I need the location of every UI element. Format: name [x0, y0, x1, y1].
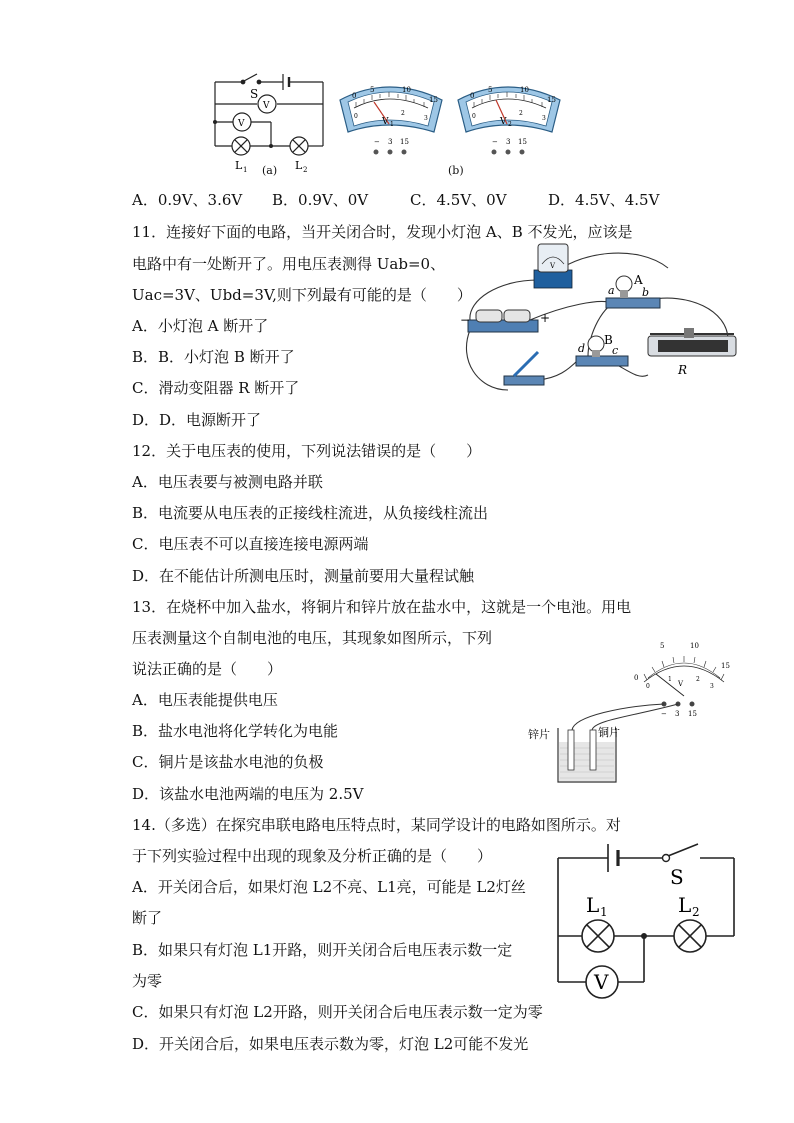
q11-lamp-a	[606, 273, 660, 308]
svg-text:3: 3	[424, 115, 428, 122]
svg-text:5: 5	[488, 86, 493, 94]
q11-minus: −	[460, 313, 471, 327]
q11-point-a: a	[608, 284, 615, 297]
q11-lamp-a-label: A	[634, 273, 643, 287]
fig-a-l2-sub: 2	[303, 166, 308, 174]
svg-text:5: 5	[370, 86, 375, 94]
q14-option-d[interactable]: D．开关闭合后，如果电压表示数为零，灯泡 L2可能不发光	[132, 1035, 529, 1053]
q13-stem-line1: 13．在烧杯中加入盐水，将铜片和锌片放在盐水中，这就是一个电池。用电	[132, 598, 632, 616]
q11-point-c: c	[612, 344, 619, 357]
q11-point-d: d	[578, 342, 586, 355]
q13-scale-15: 15	[721, 662, 730, 670]
q10-option-d[interactable]: D．4.5V、4.5V	[548, 191, 660, 209]
svg-text:V: V	[382, 117, 389, 127]
figure-b-voltmeters	[334, 80, 570, 162]
q11-stem-line2: 电路中有一处断开了。用电压表测得 Uab=0、	[132, 255, 446, 273]
q11-circuit-figure	[458, 240, 750, 400]
q11-battery	[460, 310, 550, 332]
svg-text:10: 10	[520, 86, 529, 94]
q13-option-b[interactable]: B．盐水电池将化学转化为电能	[132, 722, 339, 740]
q13-option-c[interactable]: C．铜片是该盐水电池的负极	[132, 753, 324, 771]
q12-option-a[interactable]: A．电压表要与被测电路并联	[132, 473, 323, 491]
q11-lamp-b-label: B	[604, 333, 613, 347]
svg-text:3: 3	[388, 138, 393, 146]
q13-salt-battery-figure	[524, 636, 746, 788]
svg-text:15: 15	[429, 96, 438, 104]
q11-switch	[504, 352, 544, 385]
svg-text:10: 10	[402, 86, 411, 94]
q14-l2-sub: 2	[692, 905, 700, 919]
q13-voltmeter-scale	[634, 642, 730, 718]
q11-r-label: R	[678, 363, 688, 377]
q14-switch-label: S	[670, 865, 684, 889]
q11-voltmeter	[534, 244, 572, 288]
voltmeter-v1	[340, 86, 442, 155]
q12-stem: 12．关于电压表的使用，下列说法错误的是（ ）	[132, 442, 482, 460]
q13-copper-label: 铜片	[598, 726, 620, 739]
fig-a-l1-sub: 1	[243, 166, 248, 174]
q13-scale-1: 1	[668, 676, 672, 683]
svg-text:0: 0	[352, 92, 357, 100]
svg-text:15: 15	[547, 96, 556, 104]
svg-text:−: −	[492, 138, 498, 146]
fig-a-v2-label: V	[263, 101, 270, 111]
svg-text:V: V	[500, 117, 507, 127]
q11-option-b[interactable]: B．B．小灯泡 B 断开了	[132, 348, 295, 366]
q13-option-a[interactable]: A．电压表能提供电压	[132, 691, 278, 709]
svg-text:2: 2	[508, 121, 512, 128]
svg-text:2: 2	[401, 110, 405, 117]
q11-stem-line1: 11．连接好下面的电路，当开关闭合时，发现小灯泡 A、B 不发光，应该是	[132, 223, 633, 241]
q14-l2-label: L	[678, 893, 692, 917]
q14-option-a-line1[interactable]: A．开关闭合后，如果灯泡 L2不亮、L1亮，可能是 L2灯丝	[132, 878, 526, 896]
q11-stem-line3: Uac=3V、Ubd=3V,则下列最有可能的是（ ）	[132, 286, 472, 304]
q13-v-label: V	[678, 680, 684, 688]
fig-a-v1-label: V	[238, 119, 245, 129]
q14-l1-label: L	[586, 893, 600, 917]
q14-l1-sub: 1	[600, 905, 608, 919]
fig-a-l1-label: L	[235, 159, 243, 172]
svg-text:1: 1	[390, 121, 394, 128]
q13-stem-line2: 压表测量这个自制电池的电压，其现象如图所示，下列	[132, 629, 493, 647]
q11-option-c[interactable]: C．滑动变阻器 R 断开了	[132, 379, 300, 397]
q11-v-label: V	[550, 262, 556, 270]
q14-option-a-line2[interactable]: 断了	[132, 909, 163, 927]
fig-a-caption: (a)	[262, 164, 278, 177]
q13-scale-10: 10	[690, 642, 699, 650]
q14-voltmeter-label: V	[594, 970, 609, 994]
q14-stem-line2: 于下列实验过程中出现的现象及分析正确的是（ ）	[132, 847, 493, 865]
q13-scale-0b: 0	[646, 683, 650, 690]
q11-rheostat	[648, 328, 736, 377]
q13-scale-3: 3	[710, 683, 714, 690]
voltmeter-v2	[458, 86, 560, 155]
q13-option-d[interactable]: D．该盐水电池两端的电压为 2.5V	[132, 785, 364, 803]
q11-option-a[interactable]: A．小灯泡 A 断开了	[132, 317, 269, 335]
svg-text:3: 3	[506, 138, 511, 146]
q13-scale-2: 2	[696, 676, 700, 683]
svg-text:15: 15	[518, 138, 527, 146]
q14-option-b-line2[interactable]: 为零	[132, 972, 163, 990]
q11-point-b: b	[642, 286, 650, 299]
svg-text:15: 15	[400, 138, 409, 146]
q13-term-15: 15	[688, 710, 697, 718]
svg-text:0: 0	[354, 113, 358, 120]
q11-option-d[interactable]: D．D．电源断开了	[132, 411, 262, 429]
q10-option-c[interactable]: C．4.5V、0V	[410, 191, 507, 209]
q13-scale-5: 5	[660, 642, 665, 650]
q12-option-d[interactable]: D．在不能估计所测电压时，测量前要用大量程试触	[132, 567, 475, 585]
q14-circuit-figure	[548, 836, 744, 1004]
q14-option-b-line1[interactable]: B．如果只有灯泡 L1开路，则开关闭合后电压表示数一定	[132, 941, 513, 959]
q13-term-minus: −	[661, 710, 667, 718]
svg-text:−: −	[374, 138, 380, 146]
q13-scale-0: 0	[634, 674, 639, 682]
q10-option-a[interactable]: A．0.9V、3.6V	[132, 191, 243, 209]
q13-term-3: 3	[675, 710, 680, 718]
q14-stem-line1: 14.（多选）在探究串联电路电压特点时，某同学设计的电路如图所示。对	[132, 816, 621, 834]
fig-a-switch-label: S	[250, 87, 259, 101]
q13-zinc-label: 锌片	[528, 728, 550, 741]
q11-plus: +	[540, 311, 551, 325]
svg-text:3: 3	[542, 115, 546, 122]
fig-b-caption: (b)	[448, 164, 464, 177]
q12-option-c[interactable]: C．电压表不可以直接连接电源两端	[132, 535, 369, 553]
fig-a-l2-label: L	[295, 159, 303, 172]
q12-option-b[interactable]: B．电流要从电压表的正接线柱流进，从负接线柱流出	[132, 504, 489, 522]
svg-text:0: 0	[472, 113, 476, 120]
q10-option-b[interactable]: B．0.9V、0V	[272, 191, 369, 209]
q14-option-c[interactable]: C．如果只有灯泡 L2开路，则开关闭合后电压表示数一定为零	[132, 1003, 543, 1021]
q13-stem-line3: 说法正确的是（ ）	[132, 660, 283, 678]
svg-text:0: 0	[470, 92, 475, 100]
svg-text:2: 2	[519, 110, 523, 117]
q11-lamp-b	[576, 333, 628, 366]
